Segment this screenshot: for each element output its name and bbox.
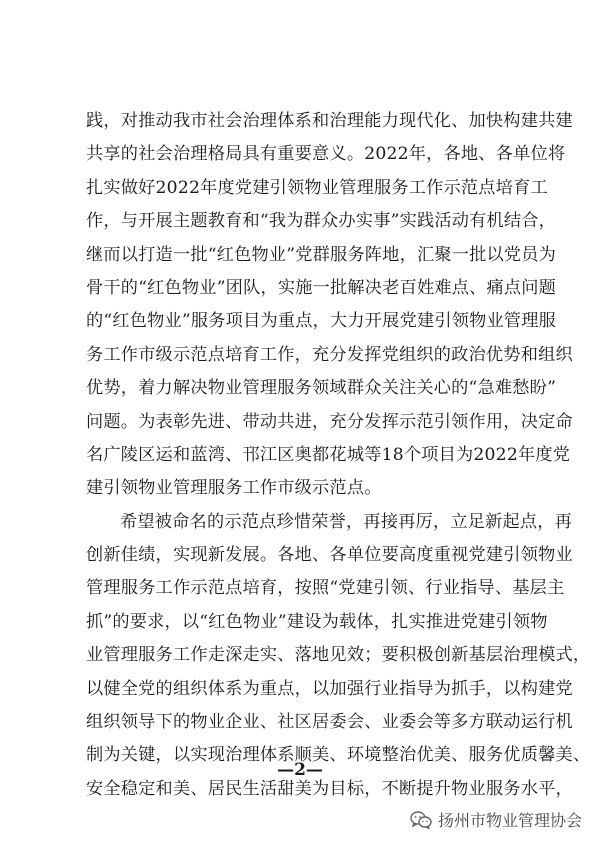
body-text	[86, 105, 591, 806]
text-line: 继而以打造一批“红色物业”党群服务阵地，汇聚一批以党员为	[86, 244, 557, 265]
text-line: 希望被命名的示范点珍惜荣誉，再接再厉，立足新起点，再	[120, 511, 573, 532]
text-line: 安全稳定和美、居民生活甜美为目标，不断提升物业服务水平，	[86, 778, 573, 799]
text-line: 业管理服务工作走深走实、落地见效；要积极创新基层治理模式，	[86, 645, 591, 666]
watermark-text: 扬州市物业管理协会	[437, 811, 582, 830]
text-line: 问题。为表彰先进、带动共进，充分发挥示范引领作用，决定命	[86, 411, 573, 432]
text-line: 扎实做好2022年度党建引领物业管理服务工作示范点培育工	[86, 177, 548, 198]
text-line: 建引领物业管理服务工作市级示范点。	[86, 478, 382, 499]
page-number: —2—	[277, 760, 323, 780]
text-line: 制为关键，以实现治理体系顺美、环境整治优美、服务优质馨美、	[86, 745, 591, 766]
watermark	[410, 808, 582, 831]
text-line: 共享的社会治理格局具有重要意义。2022年，各地、各单位将	[86, 144, 566, 165]
text-line: 骨干的“红色物业”团队，实施一批解决老百姓难点、痛点问题	[86, 277, 557, 298]
text-line: 优势，着力解决物业管理服务领域群众关注关心的“急难愁盼”	[86, 378, 557, 399]
text-line: 作，与开展主题教育和“我为群众办实事”实践活动有机结合，	[86, 211, 557, 232]
text-line: 组织领导下的物业企业、社区居委会、业委会等多方联动运行机	[86, 712, 573, 733]
text-line: 务工作市级示范点培育工作，充分发挥党组织的政治优势和组织	[86, 344, 573, 365]
text-line: 创新佳绩，实现新发展。各地、各单位要高度重视党建引领物业	[86, 545, 573, 566]
text-line: 的“红色物业”服务项目为重点，大力开展党建引领物业管理服	[86, 311, 557, 332]
text-line: 管理服务工作示范点培育，按照“党建引领、行业指导、基层主	[86, 578, 565, 599]
text-line: 以健全党的组织体系为重点，以加强行业指导为抓手，以构建党	[86, 678, 573, 699]
text-line: 抓”的要求，以“红色物业”建设为载体，扎实推进党建引领物	[86, 611, 548, 632]
text-line: 名广陵区运和蓝湾、邗江区奥都花城等18个项目为2022年度党	[86, 444, 571, 465]
wechat-icon	[410, 811, 432, 829]
text-line: 践，对推动我市社会治理体系和治理能力现代化、加快构建共建	[86, 111, 573, 131]
